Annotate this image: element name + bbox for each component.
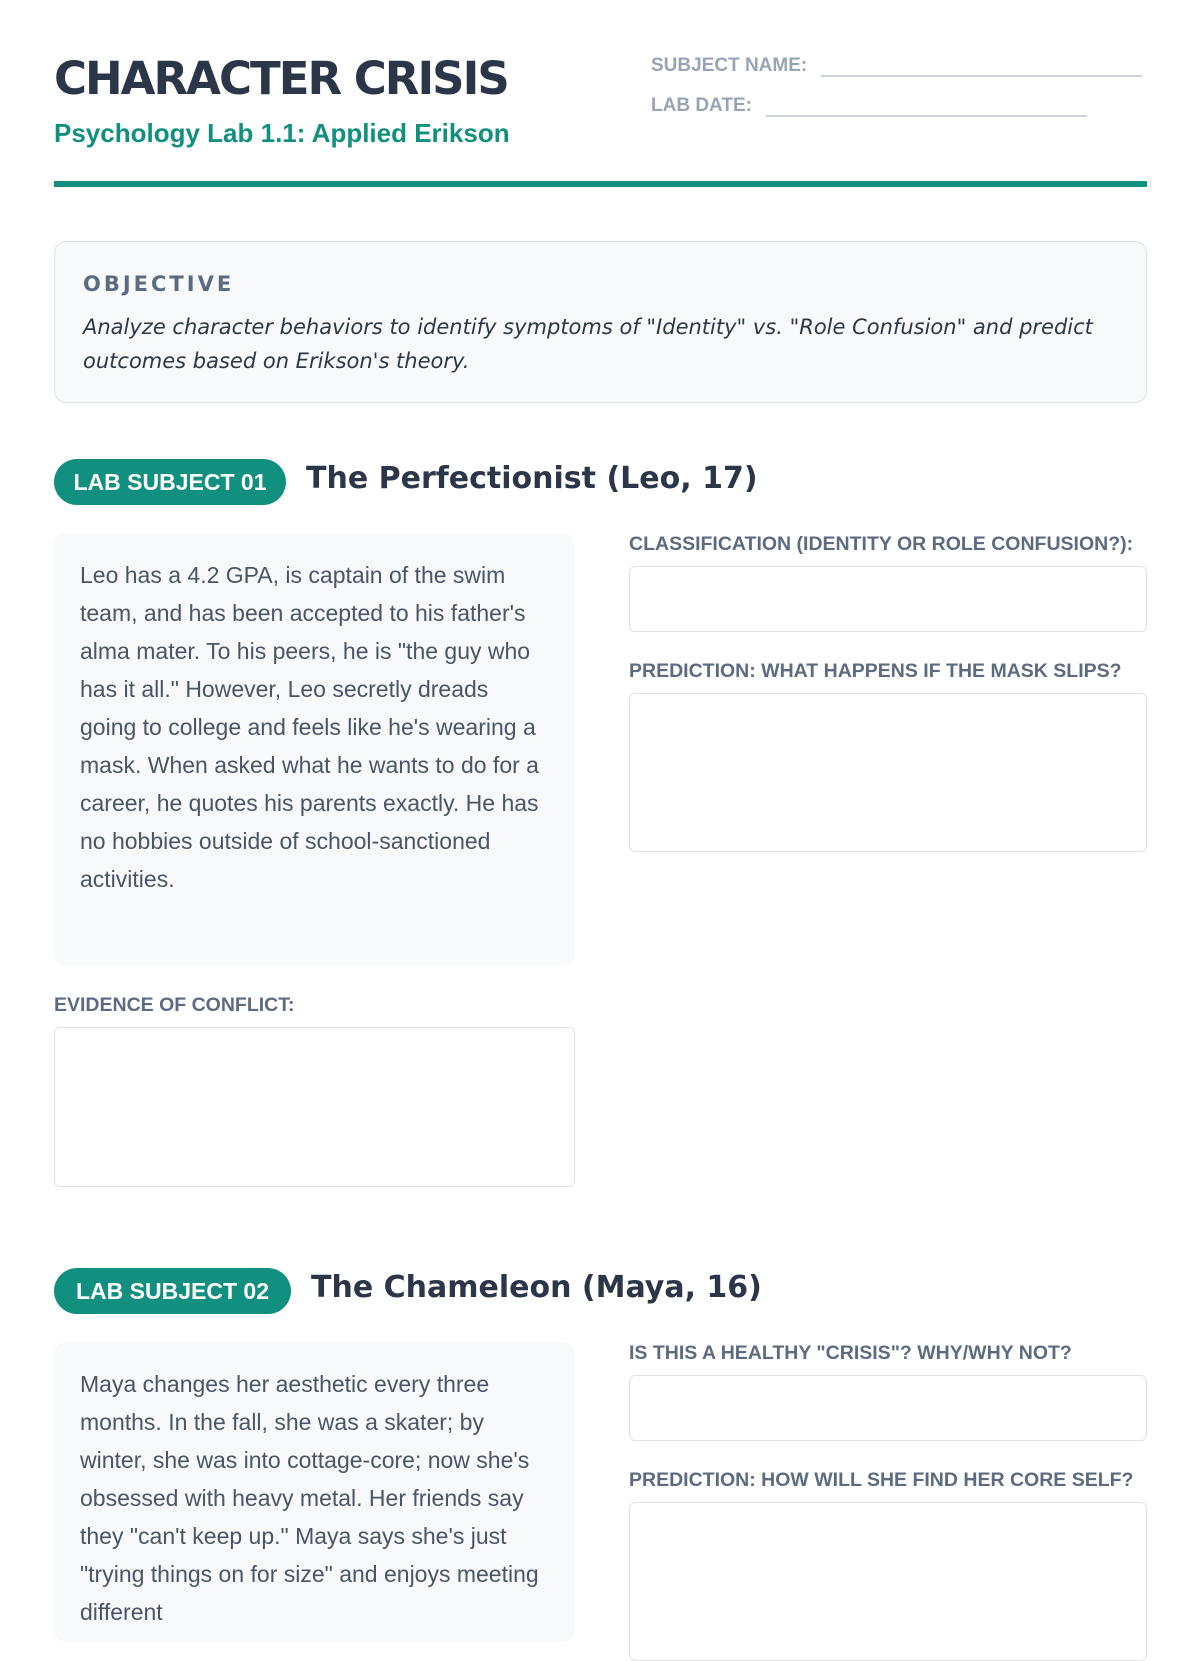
evidence-answer-box[interactable] xyxy=(54,1027,575,1187)
subject-story-box xyxy=(54,533,575,966)
subject-story: Leo has a 4.2 GPA, is captain of the swim team, and has been accepted to his father's alma mater. To his peers, he is "the guy who has it all." However, Leo secretly dreads going to college and feels like he's wearing a mask. When asked what he wants to do for a career, he quotes his parents exactly. He has no hobbies outside of school-sanctioned activities. xyxy=(80,562,539,892)
subject-story: Maya changes her aesthetic every three months. In the fall, she was a skater; by winter, she was into cottage-core; now she's obsessed with heavy metal. Her friends say they "can't keep up." Maya says she's just "trying things on for size" and enjoys meeting different xyxy=(80,1371,539,1625)
lab-subject-badge: LAB SUBJECT 02 xyxy=(54,1268,291,1314)
healthy-crisis-answer-box[interactable] xyxy=(629,1375,1147,1441)
prediction-label: PREDICTION: WHAT HAPPENS IF THE MASK SLIPS? xyxy=(629,660,1122,682)
subject-name-row xyxy=(651,55,1142,77)
lab-subject-badge: LAB SUBJECT 01 xyxy=(54,459,286,505)
classification-label: CLASSIFICATION (IDENTITY OR ROLE CONFUSION?): xyxy=(629,533,1134,555)
classification-answer-box[interactable] xyxy=(629,566,1147,632)
subject-title: The Perfectionist (Leo, 17) xyxy=(306,461,758,496)
subject-title: The Chameleon (Maya, 16) xyxy=(311,1270,762,1305)
lab-date-field[interactable] xyxy=(766,97,1087,117)
page-title: CHARACTER CRISIS xyxy=(54,52,508,105)
prediction-answer-box[interactable] xyxy=(629,693,1147,852)
lab-date-row xyxy=(651,95,1087,117)
worksheet-header xyxy=(54,0,1147,188)
subject-name-label: SUBJECT NAME: xyxy=(651,55,808,76)
prediction-answer-box[interactable] xyxy=(629,1502,1147,1661)
objective-box xyxy=(54,241,1147,403)
lab-date-label: LAB DATE: xyxy=(651,95,752,116)
healthy-crisis-label: IS THIS A HEALTHY "CRISIS"? WHY/WHY NOT? xyxy=(629,1342,1072,1364)
header-divider xyxy=(54,181,1147,187)
subject-name-field[interactable] xyxy=(821,57,1142,77)
prediction-label: PREDICTION: HOW WILL SHE FIND HER CORE SELF? xyxy=(629,1469,1134,1491)
evidence-label: EVIDENCE OF CONFLICT: xyxy=(54,994,295,1016)
subject-story-box xyxy=(54,1342,575,1642)
page-subtitle: Psychology Lab 1.1: Applied Erikson xyxy=(54,118,510,148)
objective-text: Analyze character behaviors to identify symptoms of "Identity" vs. "Role Confusion" and predict outcomes based on Erikson's theory. xyxy=(83,315,1093,373)
objective-heading: OBJECTIVE xyxy=(83,272,235,296)
